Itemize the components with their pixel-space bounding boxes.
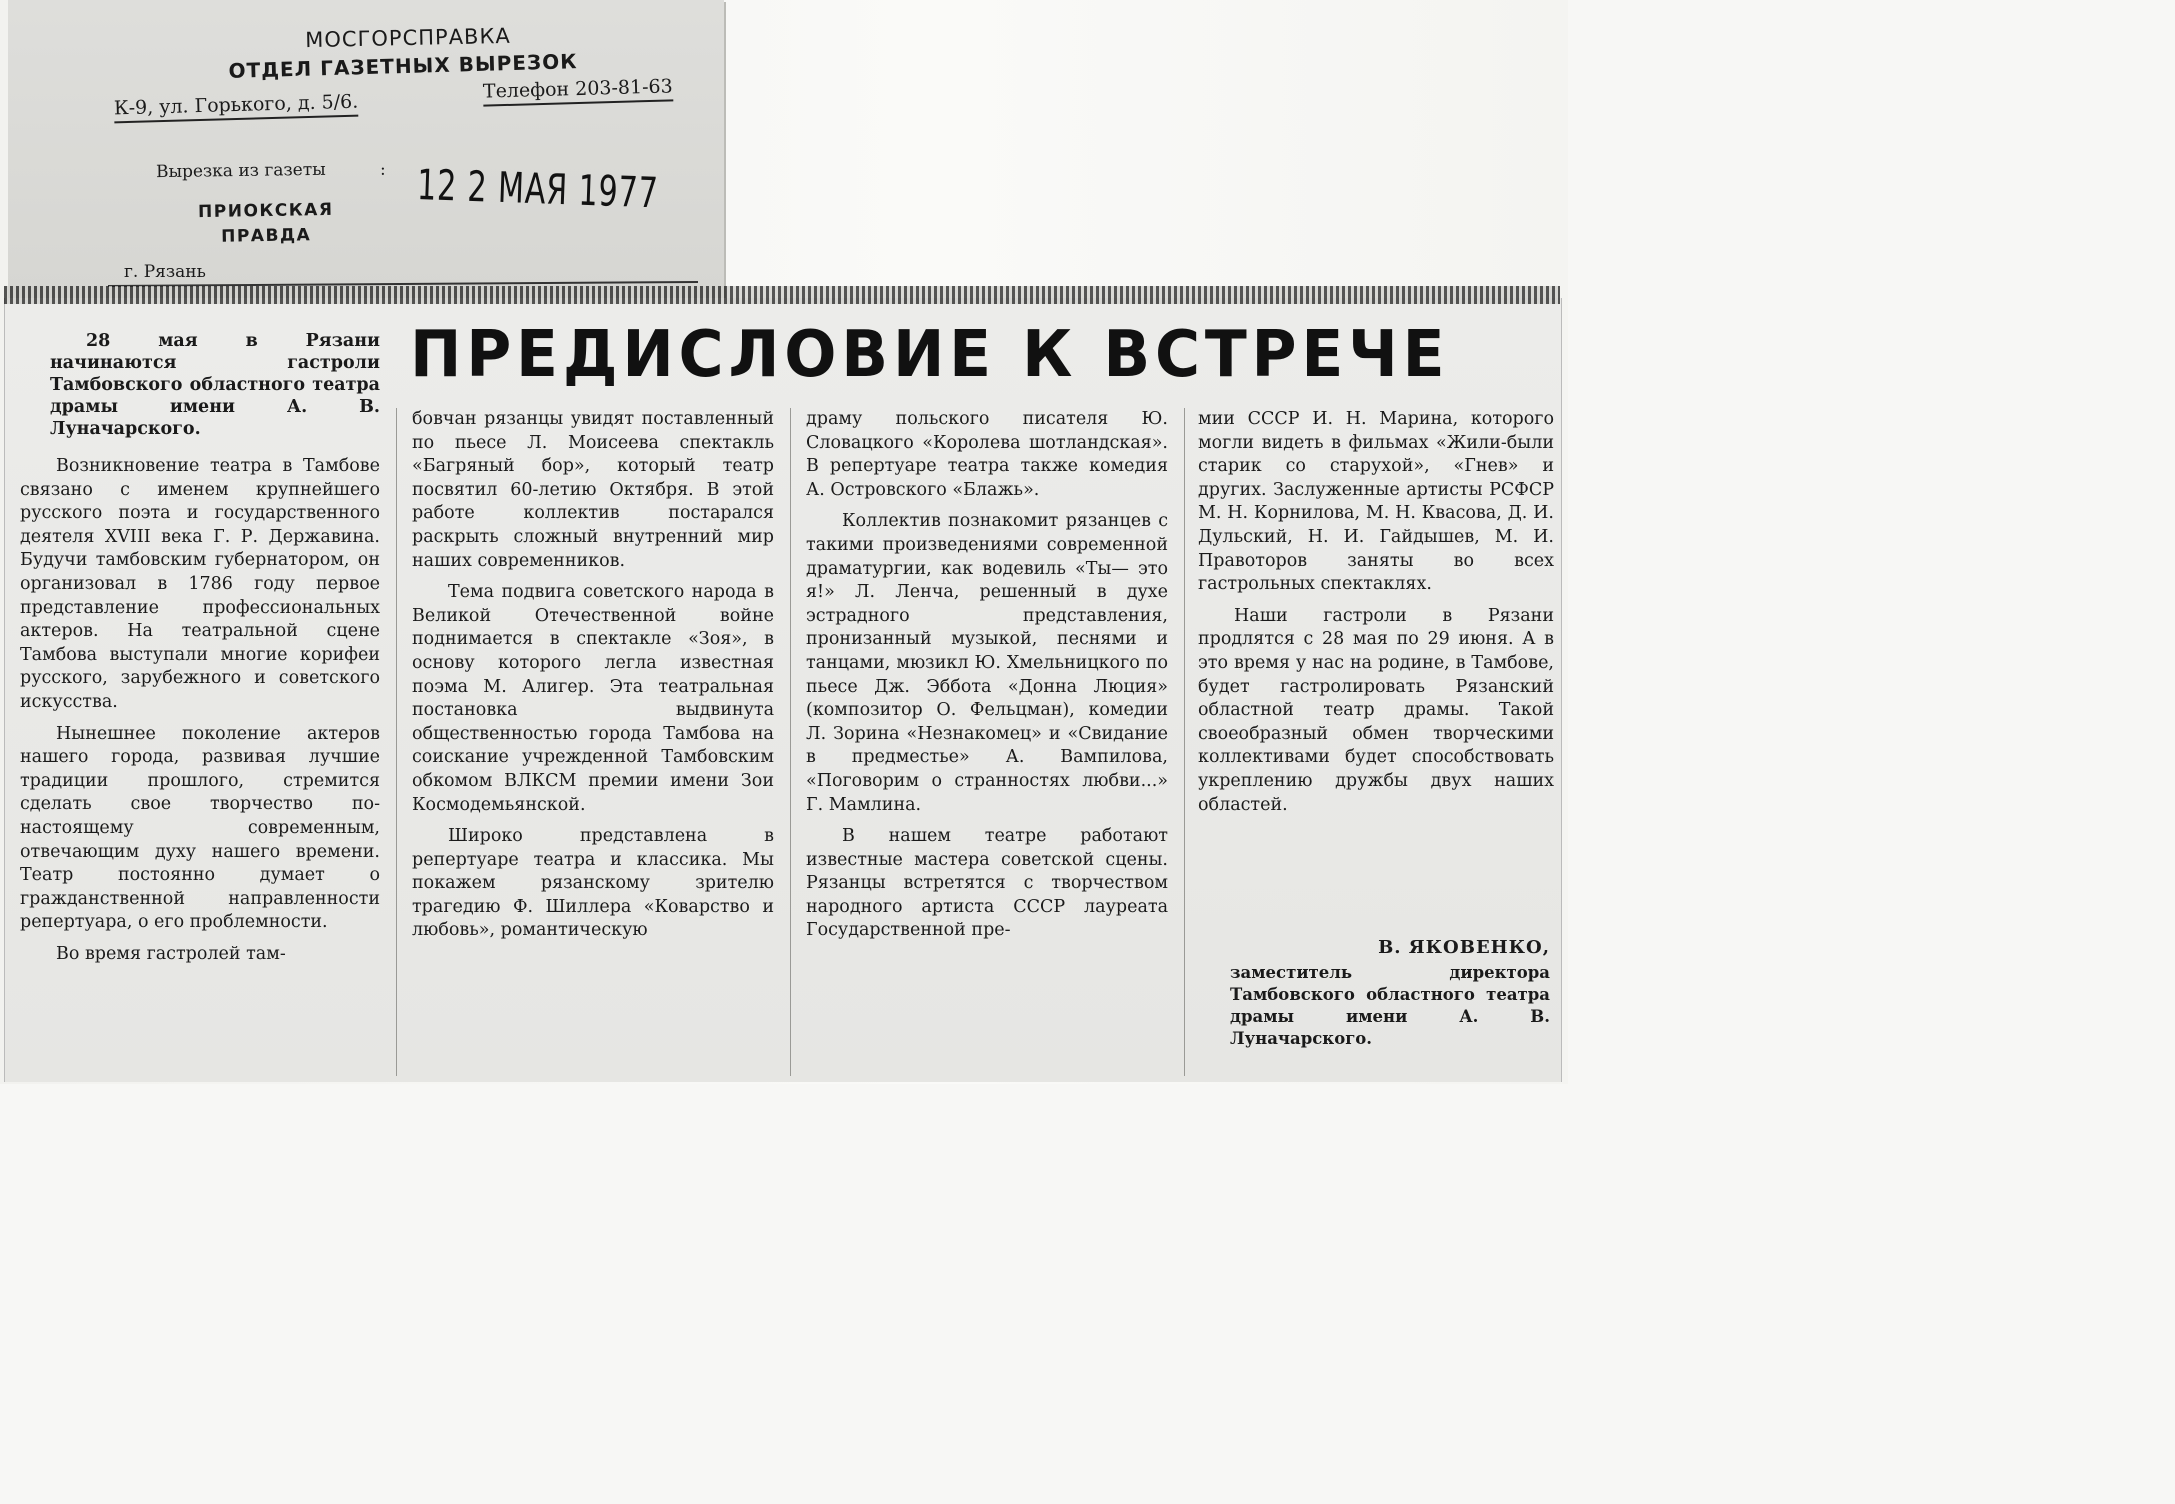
clip-caption: Вырезка из газеты <box>155 159 326 183</box>
article-column-1 <box>20 455 380 1075</box>
column-divider <box>1184 408 1185 1076</box>
newspaper-name-line2: ПРАВДА <box>220 225 312 247</box>
author-name: В. ЯКОВЕНКО, <box>1378 937 1550 958</box>
author-title: заместитель директора Тамбовского областного театра драмы имени А. В. Луначарского. <box>1230 963 1550 1048</box>
author-signature <box>1230 937 1550 1050</box>
paragraph: Тема подвига советского народа в Великой Отечественной войне поднимается в спектакле «Зоя», в основу которого легла известная поэма М. Алигер. Эта театральная постановка выдвинута общественностью города Тамбова на соискание учрежденной Тамбовским обкомом ВЛКСМ премии имени Зои Космодемьянской. <box>412 582 774 815</box>
column-divider <box>790 408 791 1076</box>
date-stamp: 12 2 МАЯ 1977 <box>416 160 660 218</box>
paragraph: Нынешнее поколение актеров нашего города, развивая лучшие традиции прошлого, стремится сделать свое творчество по-настоящему современным, отвечающим духу нашего времени. Театр постоянно думает о гражданственной направленности репертуара, о его проблемности. <box>20 723 380 933</box>
article-column-3 <box>806 408 1168 1076</box>
column-divider <box>396 408 397 1076</box>
agency-name: МОСГОРСПРАВКА <box>305 23 511 53</box>
newspaper-city: г. Рязань <box>124 262 206 282</box>
paragraph: драму польского писателя Ю. Словацкого «Королева шотландская». В репертуаре театра также комедия А. Островского «Блажь». <box>806 409 1168 500</box>
article-lead: 28 мая в Рязани начинаются гастроли Тамбовского областного театра драмы имени А. В. Луначарского. <box>50 331 380 439</box>
paragraph: Коллектив познакомит рязанцев с такими произведениями современной драматургии, как водевиль «Ты— это я!» Л. Ленча, решенный в духе эстрадного представления, пронизанный музыкой, песнями и танцами, мюзикл Ю. Хмельницкого по пьесе Дж. Эббота «Донна Люция» (композитор О. Фельцман), комедии Л. Зорина «Незнакомец» и «Свидание в предместье» А. Вампилова, «Поговорим о странностях любви...» Г. Мамлина. <box>806 511 1168 815</box>
newspaper-name-line1: ПРИОКСКАЯ <box>197 199 334 223</box>
article-column-2 <box>412 408 774 1076</box>
paragraph: В нашем театре работают известные мастера советской сцены. Рязанцы встретятся с творчеством народного артиста СССР лауреата Государственной пре- <box>806 826 1168 941</box>
paragraph: Широко представлена в репертуаре театра и классика. Мы покажем рязанскому зрителю трагедию Ф. Шиллера «Коварство и любовь», романтическую <box>412 826 774 941</box>
article-headline: ПРЕДИСЛОВИЕ К ВСТРЕЧЕ <box>410 318 1450 392</box>
paragraph: Во время гастролей там- <box>56 943 286 964</box>
perforated-edge <box>4 286 1560 304</box>
paragraph: Наши гастроли в Рязани продлятся с 28 мая по 29 июня. А в это время у нас на родине, в Тамбове, будет гастролировать Рязанский областной театр драмы. Такой своеобразный обмен творческими коллективами будет способствовать укреплению дружбы двух наших областей. <box>1198 605 1554 815</box>
department-name: ОТДЕЛ ГАЗЕТНЫХ ВЫРЕЗОК <box>228 49 578 83</box>
agency-phone: Телефон 203-81-63 <box>483 75 673 106</box>
clipping-label-slip <box>8 0 724 300</box>
paragraph: мии СССР И. Н. Марина, которого могли видеть в фильмах «Жили-были старик со старухой», «Гнев» и других. Заслуженные артисты РСФСР М. Н. Корнилова, М. Н. Квасова, Д. И. Дульский, Н. И. Гайдышев, М. И. Правоторов заняты во всех гастрольных спектаклях. <box>1198 409 1554 595</box>
newspaper-name <box>186 198 347 251</box>
paragraph: бовчан рязанцы увидят поставленный по пьесе Л. Моисеева спектакль «Багряный бор», который театр посвятил 60-летию Октября. В этой работе коллектив постарался раскрыть сложный внутренний мир наших современников. <box>412 409 774 571</box>
clip-caption-colon: : <box>380 160 386 180</box>
paragraph: Возникновение театра в Тамбове связано с именем крупнейшего русского поэта и государственного деятеля XVIII века Г. Р. Державина. Будучи тамбовским губернатором, он организовал в 1786 году первое представление профессиональных актеров. На театральной сцене Тамбова выступали многие корифеи русского, зарубежного и советского искусства. <box>20 456 380 712</box>
article-column-4 <box>1198 408 1554 938</box>
agency-address: К-9, ул. Горького, д. 5/6. <box>114 91 359 124</box>
